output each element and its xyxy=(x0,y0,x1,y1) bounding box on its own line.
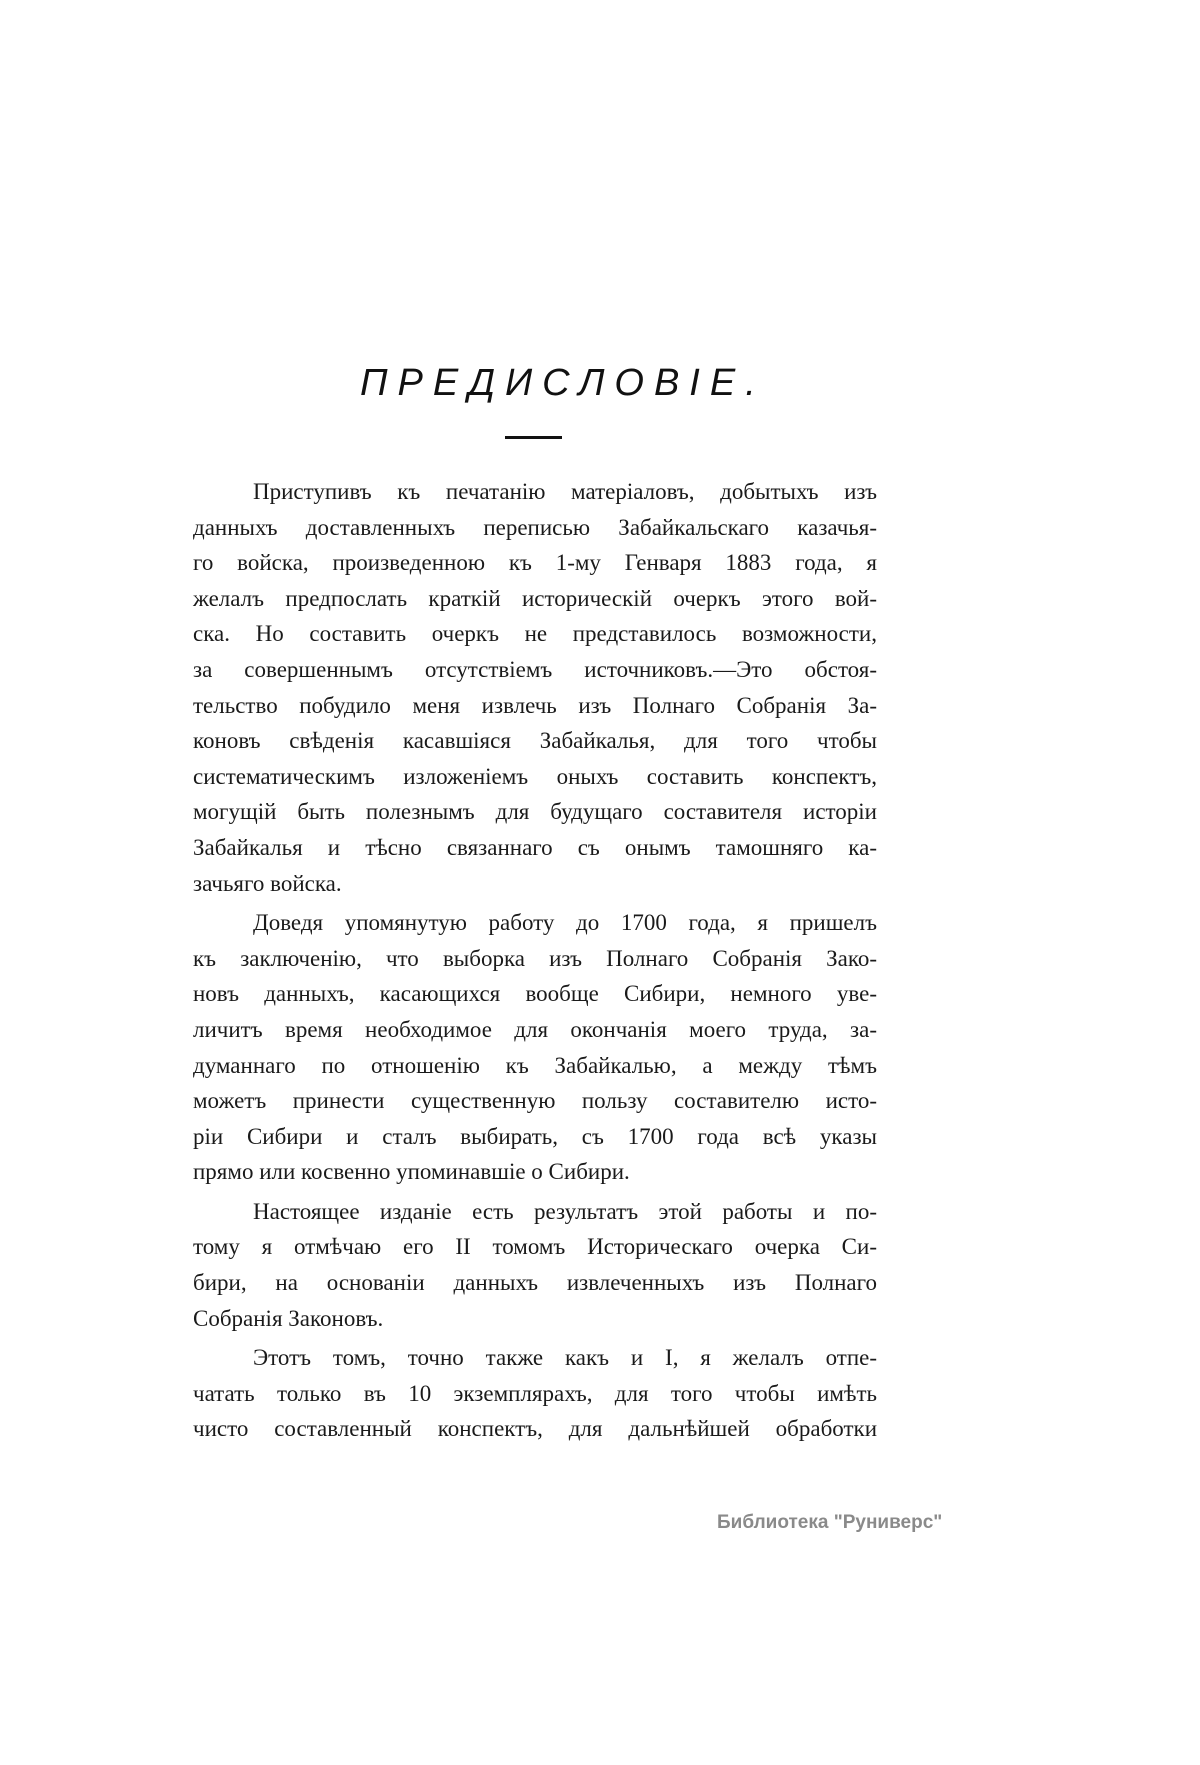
paragraph xyxy=(193,1340,877,1447)
text-line: чатать только въ 10 экземплярахъ, для того чтобы имѣть xyxy=(193,1380,877,1406)
text-line: Настоящее изданіе есть результатъ этой работы и по- xyxy=(253,1198,877,1224)
text-line: бири, на основаніи данныхъ извлеченныхъ изъ Полнаго xyxy=(193,1270,877,1296)
text-line: можетъ принести существенную пользу составителю исто- xyxy=(193,1088,877,1114)
title-divider xyxy=(505,436,562,439)
text-line: Этотъ томъ, точно также какъ и I, я желалъ отпе- xyxy=(253,1345,877,1371)
paragraph xyxy=(193,1194,877,1336)
text-line: ска. Но составить очеркъ не представилось возможности, xyxy=(193,621,877,647)
text-line: прямо или косвенно упоминавшіе о Сибири. xyxy=(193,1159,630,1185)
text-line: къ заключенію, что выборка изъ Полнаго Собранія Зако- xyxy=(193,945,877,971)
library-watermark: Библиотека "Руниверс" xyxy=(717,1512,943,1533)
text-line: думаннаго по отношенію къ Забайкалью, а между тѣмъ xyxy=(193,1052,877,1078)
text-line: Приступивъ къ печатанію матеріаловъ, добытыхъ изъ xyxy=(253,479,877,504)
text-line: желалъ предпослать краткій историческій очеркъ этого вой- xyxy=(193,585,877,611)
text-line: тельство побудило меня извлечь изъ Полнаго Собранія За- xyxy=(193,692,877,718)
text-line: систематическимъ изложеніемъ оныхъ составить конспектъ, xyxy=(193,763,877,789)
text-line: зачьяго войска. xyxy=(193,870,342,896)
text-line: коновъ свѣденія касавшіяся Забайкалья, для того чтобы xyxy=(193,728,877,754)
text-line: могущій быть полезнымъ для будущаго составителя исторіи xyxy=(193,799,877,825)
body-text xyxy=(193,474,877,1451)
page-title: ПРЕДИСЛОВІЕ. xyxy=(360,362,766,404)
text-line: тому я отмѣчаю его II томомъ Историческаго очерка Си- xyxy=(193,1234,877,1260)
text-line: Забайкалья и тѣсно связаннаго съ онымъ тамошняго ка- xyxy=(193,834,877,860)
text-line: данныхъ доставленныхъ переписью Забайкальскаго казачья- xyxy=(193,514,877,540)
text-line: за совершеннымъ отсутствіемъ источниковъ.—Это обстоя- xyxy=(193,656,877,682)
paragraph xyxy=(193,474,877,901)
text-line: го войска, произведенною къ 1-му Генваря 1883 года, я xyxy=(193,550,877,576)
text-line: Собранія Законовъ. xyxy=(193,1305,384,1331)
text-line: новъ данныхъ, касающихся вообще Сибири, немного уве- xyxy=(193,981,877,1007)
text-line: чисто составленный конспектъ, для дальнѣйшей обработки xyxy=(193,1416,877,1442)
text-line: Доведя упомянутую работу до 1700 года, я пришелъ xyxy=(253,910,877,936)
text-line: ріи Сибири и сталъ выбирать, съ 1700 года всѣ указы xyxy=(193,1123,877,1149)
text-line: личитъ время необходимое для окончанія моего труда, за- xyxy=(193,1016,877,1042)
paragraph xyxy=(193,905,877,1190)
